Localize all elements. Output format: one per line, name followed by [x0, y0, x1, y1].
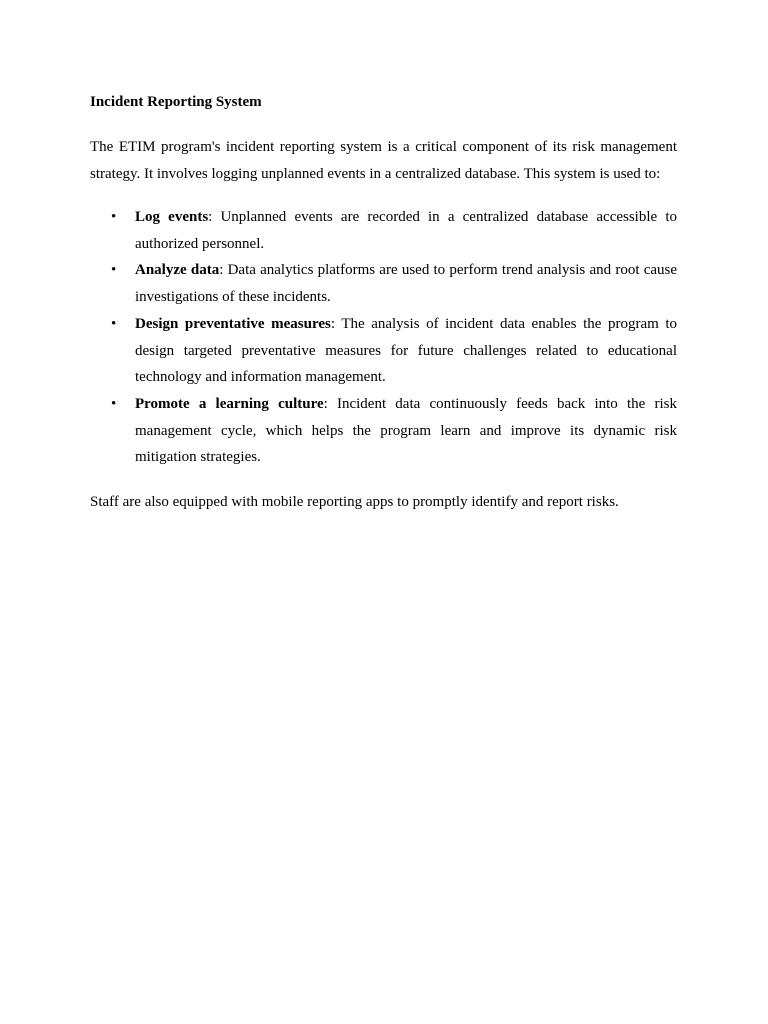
- bullet-list: [90, 204, 677, 471]
- bullet-icon: •: [111, 315, 117, 332]
- bullet-text: : Unplanned events are recorded in a centralized database accessible to authorized personnel.: [135, 209, 677, 252]
- bullet-term: Design preventative measures: [135, 315, 331, 332]
- intro-paragraph: The ETIM program's incident reporting system is a critical component of its risk management strategy. It involves logging unplanned events in a centralized database. This system is used to:: [90, 139, 677, 182]
- bullet-icon: •: [111, 262, 117, 279]
- bullet-item-analyze-data: [90, 257, 677, 310]
- section-heading: Incident Reporting System: [90, 94, 262, 110]
- document-page: [90, 90, 677, 532]
- bullet-text: : Incident data continuously feeds back into the risk management cycle, which helps the program learn and improve its dynamic risk mitigation strategies.: [135, 395, 677, 466]
- bullet-term: Log events: [135, 209, 209, 225]
- bullet-item-design-preventative-measures: [90, 311, 677, 391]
- closing-paragraph: Staff are also equipped with mobile reporting apps to promptly identify and report risks.: [90, 494, 619, 511]
- bullet-term: Analyze data: [135, 262, 220, 279]
- bullet-item-log-events: [90, 204, 677, 257]
- bullet-icon: •: [111, 209, 117, 225]
- bullet-text: : Data analytics platforms are used to perform trend analysis and root cause investigations of these incidents.: [135, 262, 677, 306]
- bullet-icon: •: [111, 395, 117, 412]
- bullet-text: : The analysis of incident data enables the program to design targeted preventative measures for future challenges related to educational technology and information management.: [135, 315, 677, 386]
- bullet-term: Promote a learning culture: [135, 395, 324, 412]
- bullet-item-promote-learning-culture: [90, 391, 677, 471]
